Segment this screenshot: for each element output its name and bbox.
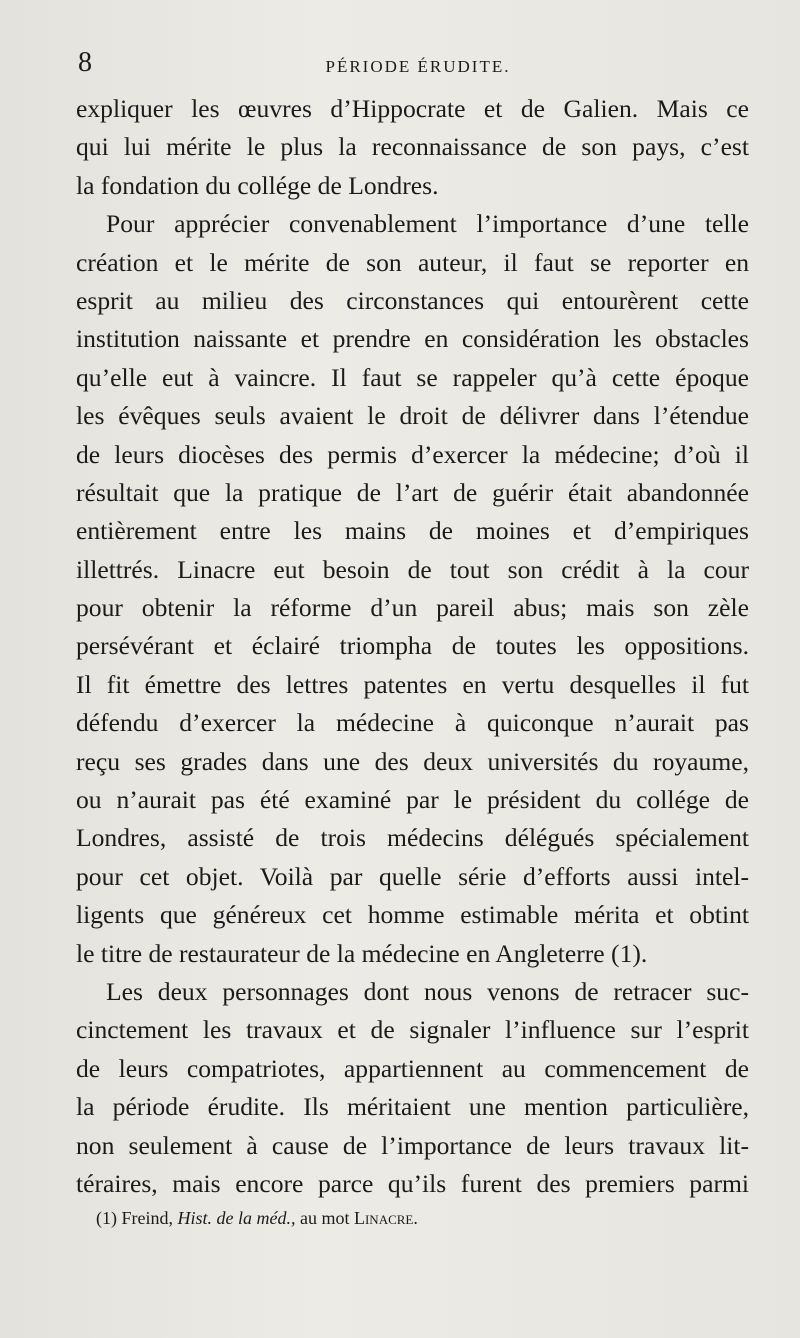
- text-line: non seulement à cause de l’importance de leurs travaux lit-: [76, 1130, 749, 1160]
- text-line: Pour apprécier convenablement l’importance d’une telle: [106, 209, 749, 239]
- text-line: résultait que la pratique de l’art de guérir était abandonnée: [76, 477, 749, 507]
- text-line: esprit au milieu des circonstances qui entourèrent cette: [76, 285, 749, 315]
- text-line: reçu ses grades dans une des deux universités du royaume,: [76, 746, 749, 776]
- page-header: [78, 46, 758, 86]
- text-line: la période érudite. Ils méritaient une mention particulière,: [76, 1092, 749, 1122]
- text-line: entièrement entre les mains de moines et d’empiriques: [76, 516, 749, 546]
- footnote-author: Freind,: [121, 1208, 173, 1228]
- text-line: ligents que généreux cet homme estimable mérita et obtint: [76, 900, 749, 930]
- text-line: Les deux personnages dont nous venons de retracer suc-: [106, 976, 749, 1006]
- text-line: institution naissante et prendre en considération les obstacles: [76, 324, 749, 354]
- text-line: pour cet objet. Voilà par quelle série d’efforts aussi intel-: [76, 861, 749, 891]
- text-line: la fondation du collége de Londres.: [76, 170, 439, 200]
- footnote: [96, 1206, 736, 1230]
- text-line: illettrés. Linacre eut besoin de tout son crédit à la cour: [76, 554, 749, 584]
- text-line: Londres, assisté de trois médecins délégués spécialement: [76, 823, 749, 853]
- text-line: ou n’aurait pas été examiné par le président du collége de: [76, 785, 749, 815]
- text-line: les évêques seuls avaient le droit de délivrer dans l’étendue: [76, 401, 749, 431]
- text-line: création et le mérite de son auteur, il faut se reporter en: [76, 247, 749, 277]
- text-line: qui lui mérite le plus la reconnaissance de son pays, c’est: [76, 132, 749, 162]
- text-line: téraires, mais encore parce qu’ils furent des premiers parmi: [76, 1168, 749, 1198]
- text-line: de leurs compatriotes, appartiennent au commencement de: [76, 1053, 749, 1083]
- text-line: le titre de restaurateur de la médecine en Angleterre (1).: [76, 938, 648, 968]
- text-line: expliquer les œuvres d’Hippocrate et de Galien. Mais ce: [76, 94, 749, 123]
- text-line: persévérant et éclairé triompha de toutes les oppositions.: [76, 631, 749, 661]
- text-line: cinctement les travaux et de signaler l’influence sur l’esprit: [76, 1015, 749, 1045]
- body-text: [76, 90, 749, 1203]
- text-line: défendu d’exercer la médecine à quiconque n’aurait pas: [76, 708, 749, 738]
- text-line: qu’elle eut à vaincre. Il faut se rappeler qu’à cette époque: [76, 362, 749, 392]
- footnote-marker: (1): [96, 1208, 117, 1228]
- text-line: Il fit émettre des lettres patentes en vertu desquelles il fut: [76, 669, 749, 699]
- footnote-name: Linacre.: [353, 1208, 418, 1228]
- text-line: de leurs diocèses des permis d’exercer la médecine; d’où il: [76, 439, 749, 469]
- running-head: PÉRIODE ÉRUDITE.: [325, 57, 511, 76]
- page-number: 8: [78, 47, 92, 78]
- text-line: pour obtenir la réforme d’un pareil abus; mais son zèle: [76, 593, 749, 623]
- footnote-text: au mot: [299, 1208, 350, 1228]
- footnote-title: Hist. de la méd.,: [177, 1208, 296, 1228]
